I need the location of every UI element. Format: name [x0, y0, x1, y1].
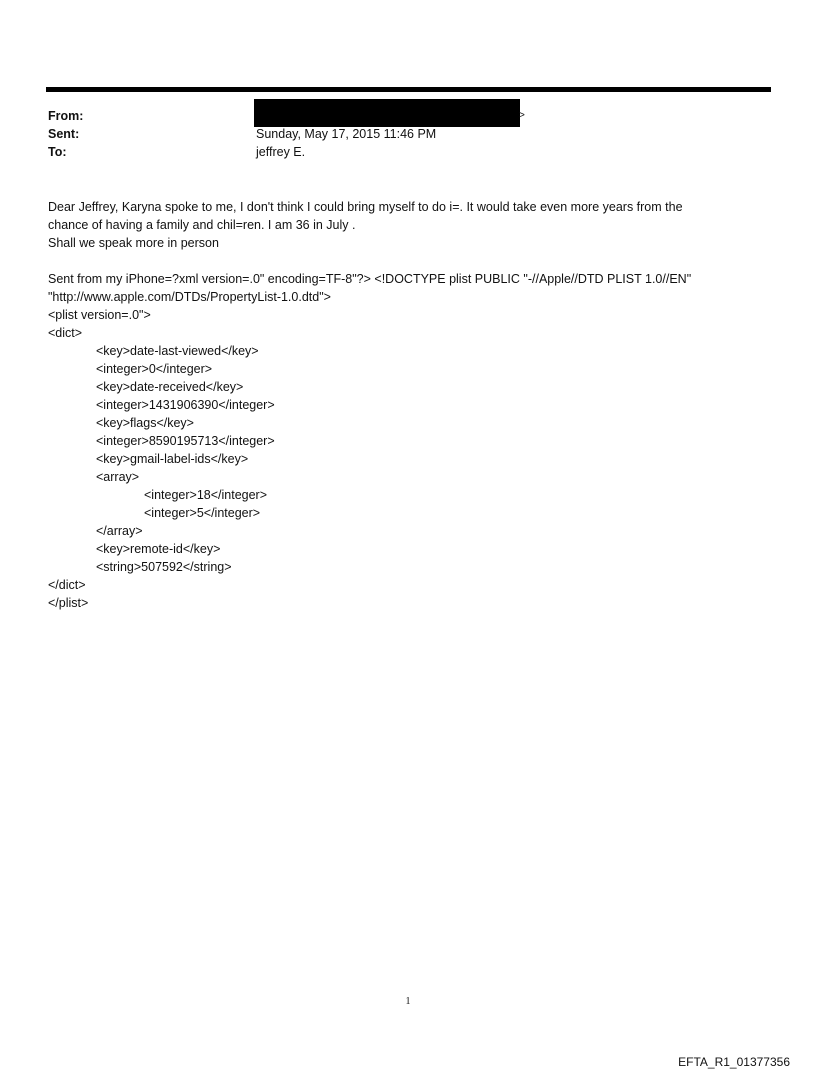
- plist-line: <array>: [96, 470, 140, 484]
- body-line: Dear Jeffrey, Karyna spoke to me, I don't think I could bring myself to do i=. It would take even more years from the: [48, 200, 683, 214]
- plist-line: <key>date-received</key>: [96, 380, 244, 394]
- plist-line: <string>507592</string>: [96, 560, 232, 574]
- to-value: jeffrey E.: [256, 145, 306, 159]
- paragraph-gap: [48, 252, 768, 270]
- to-label: To:: [48, 145, 67, 159]
- signature-line: Sent from my iPhone=?xml version=.0" encoding=TF-8"?> <!DOCTYPE plist PUBLIC "-//Apple//DTD PLIST 1.0//EN": [48, 272, 692, 286]
- bates-number: EFTA_R1_01377356: [678, 1055, 790, 1069]
- plist-line: </dict>: [48, 578, 86, 592]
- plist-line: <integer>5</integer>: [144, 506, 261, 520]
- from-value-tail: >: [519, 110, 525, 121]
- header-rule: [46, 87, 771, 92]
- redaction-block: [254, 99, 520, 127]
- plist-line: <integer>1431906390</integer>: [96, 398, 275, 412]
- plist-line: <plist version=.0">: [48, 308, 151, 322]
- page-number: 1: [405, 996, 411, 1007]
- plist-line: </array>: [96, 524, 143, 538]
- plist-line: </plist>: [48, 596, 89, 610]
- plist-line: <integer>0</integer>: [96, 362, 213, 376]
- plist-line: <key>gmail-label-ids</key>: [96, 452, 249, 466]
- plist-line: <key>remote-id</key>: [96, 542, 221, 556]
- body-line: Shall we speak more in person: [48, 236, 219, 250]
- signature-line: "http://www.apple.com/DTDs/PropertyList-1.0.dtd">: [48, 290, 331, 304]
- plist-line: <key>flags</key>: [96, 416, 194, 430]
- plist-line: <key>date-last-viewed</key>: [96, 344, 259, 358]
- plist-line: <integer>18</integer>: [144, 488, 268, 502]
- sent-label: Sent:: [48, 127, 80, 141]
- sent-value: Sunday, May 17, 2015 11:46 PM: [256, 127, 437, 141]
- from-label: From:: [48, 109, 84, 123]
- plist-line: <integer>8590195713</integer>: [96, 434, 275, 448]
- body-line: chance of having a family and chil=ren. I am 36 in July .: [48, 218, 356, 232]
- plist-line: <dict>: [48, 326, 83, 340]
- email-body: [48, 198, 768, 612]
